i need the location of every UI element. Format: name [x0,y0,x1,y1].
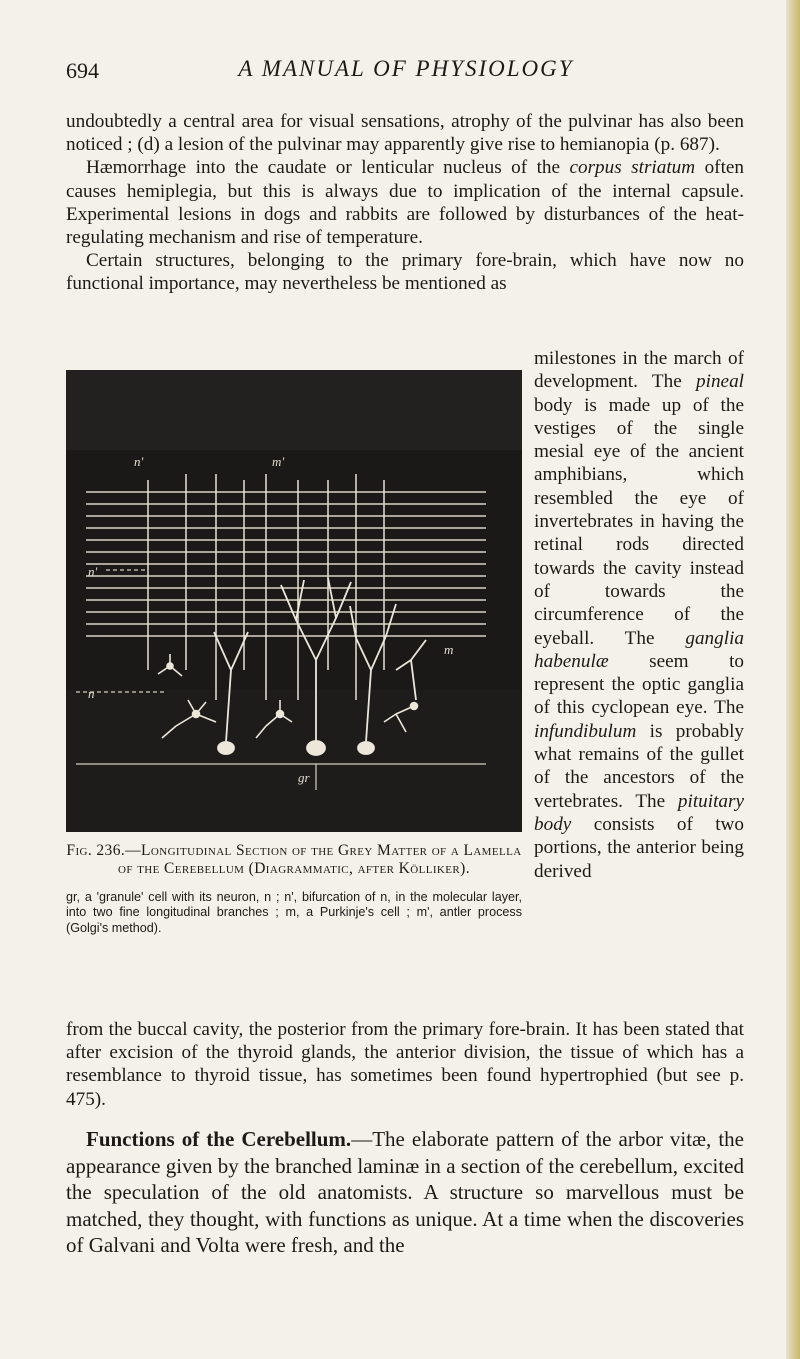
term-infundibulum: infundibulum [534,720,637,742]
section-heading: Functions of the Cerebellum. [86,1127,352,1151]
paragraph-1: undoubtedly a central area for visual sensations, atrophy of the pulvinar has also been noticed ; (d) a lesion of the pulvinar may apparently give rise to hemianopia (p. 687). [66,111,744,156]
page-number: 694 [66,58,99,83]
page-edge [786,0,800,1359]
term-pineal: pineal [696,371,744,393]
caption-title: Fig. 236.—Longitudinal Section of the Grey Matter of a Lamella of the Cerebellum (Diagrammatic, after Kölliker). [66,842,522,877]
running-title: A MANUAL OF PHYSIOLOGY [238,56,574,81]
section-text: —The elaborate pattern of the arbor vitæ, the appearance given by the branched laminæ in a section of the cerebellum, excited the speculation of the old anatomists. A structure so marvellous must be matched, they thought, with functions as unique. At a time when the discoveries of Galvani and Volta were fresh, and the [66,1127,745,1258]
term-corpus-striatum: corpus striatum [569,157,696,179]
label-n-prime-left: n' [88,564,98,579]
paragraph-3-start: Certain structures, belonging to the primary fore-brain, which have now no functional importance, may nevertheless be mentioned as [66,250,744,295]
section-cerebellum [66,1126,744,1259]
figure-illustration [66,370,522,832]
label-n-prime-top: n' [134,454,144,469]
paragraph-3-end: from the buccal cavity, the posterior from the primary fore-brain. It has been stated that after excision of the thyroid glands, the anterior division, the tissue of which has a resemblance to thyroid tissue, has sometimes been found hypertrophied (but see p. 475). [66,1019,744,1110]
caption-legend: gr, a 'granule' cell with its neuron, n ; n', bifurcation of n, in the molecular layer, into two fine longitudinal branches ; m, a Purkinje's cell ; m', antler process (Golgi's method). [66,890,522,935]
top-text [66,110,744,296]
label-n: n [88,686,95,701]
label-gr: gr [298,770,310,785]
paragraph-2: Hæmorrhage into the caudate or lenticular nucleus of the corpus striatum often causes hemiplegia, but this is always due to implication of the internal capsule. Experimental lesions in dogs and rabbits are followed by disturbances of the heat-regulating mechanism and rise of temperature. [66,157,745,249]
term-ganglia-habenulae: ganglia habenulæ [534,627,744,672]
label-m: m [444,642,454,657]
figure-236 [66,370,522,936]
page-header [66,52,746,92]
side-column-text: milestones in the march of development. The pineal body is made up of the vestiges of the single mesial eye of the ancient amphibians, which resembled the eye of invertebrates in having the retinal rods directed towards the cavity instead of towards the circumference of the eyeball. The ganglia habenulæ seem to represent the optic ganglia of this cyclopean eye. The infundibulum is probably what remains of the gullet of the ancestors of the vertebrates. The pituitary body consists of two portions, the anterior being derived [534,348,744,882]
term-pituitary-body: pituitary body [534,790,744,835]
figure-caption [66,842,522,936]
label-m-prime: m' [272,454,285,469]
